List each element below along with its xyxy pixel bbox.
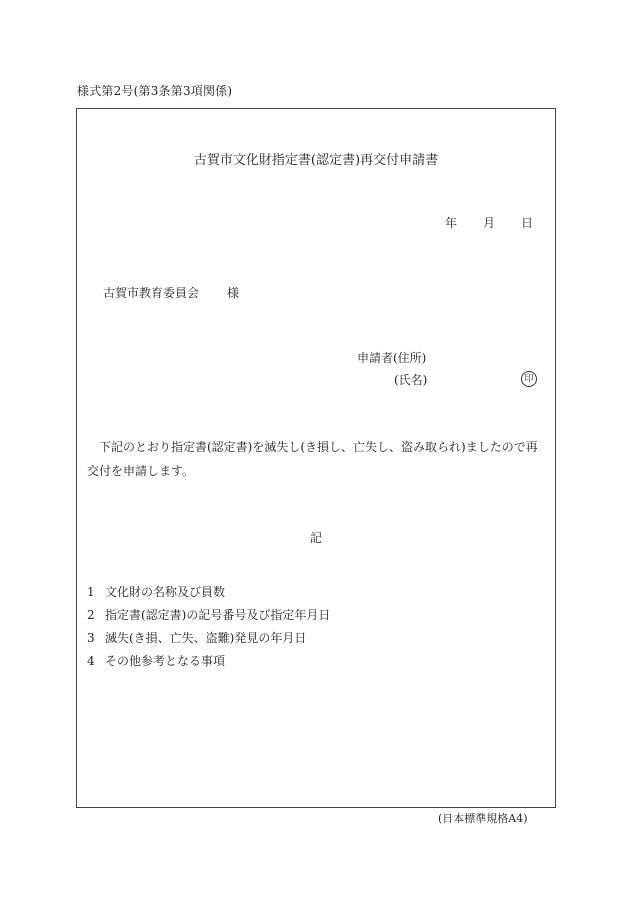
recipient bbox=[103, 284, 239, 301]
item-text: 滅失(き損、亡失、盗難)発見の年月日 bbox=[105, 631, 307, 645]
item-list bbox=[87, 581, 330, 673]
item-number: 1 bbox=[87, 585, 95, 599]
form-number: 様式第2号(第3条第3項関係) bbox=[77, 84, 233, 98]
date-year: 年 bbox=[444, 216, 457, 230]
recipient-honorific: 様 bbox=[227, 286, 240, 300]
document-title: 古賀市文化財指定書(認定書)再交付申請書 bbox=[193, 153, 439, 168]
list-item bbox=[87, 604, 330, 627]
item-number: 3 bbox=[87, 631, 95, 645]
date-day: 日 bbox=[520, 216, 533, 230]
body-text: 下記のとおり指定書(認定書)を滅失し(き損し、亡失し、盗み取られ)ましたので再交付を申請します。 bbox=[87, 440, 538, 478]
date-month: 月 bbox=[482, 216, 495, 230]
list-item bbox=[87, 650, 330, 673]
item-text: 文化財の名称及び員数 bbox=[105, 585, 226, 599]
record-heading: 記 bbox=[309, 531, 322, 545]
item-text: その他参考となる事項 bbox=[105, 654, 226, 668]
recipient-name: 古賀市教育委員会 bbox=[103, 286, 200, 300]
item-number: 2 bbox=[87, 608, 95, 622]
list-item bbox=[87, 581, 330, 604]
item-text: 指定書(認定書)の記号番号及び指定年月日 bbox=[105, 608, 331, 622]
applicant-address-label: 申請者(住所) bbox=[357, 351, 427, 365]
seal-mark: 印 bbox=[521, 371, 537, 387]
paper-size-note: (日本標準規格A4) bbox=[438, 812, 528, 825]
list-item bbox=[87, 627, 330, 650]
applicant-name-label: (氏名) bbox=[394, 373, 428, 387]
date-line bbox=[445, 214, 533, 231]
form-frame bbox=[76, 108, 556, 808]
item-number: 4 bbox=[87, 654, 95, 668]
